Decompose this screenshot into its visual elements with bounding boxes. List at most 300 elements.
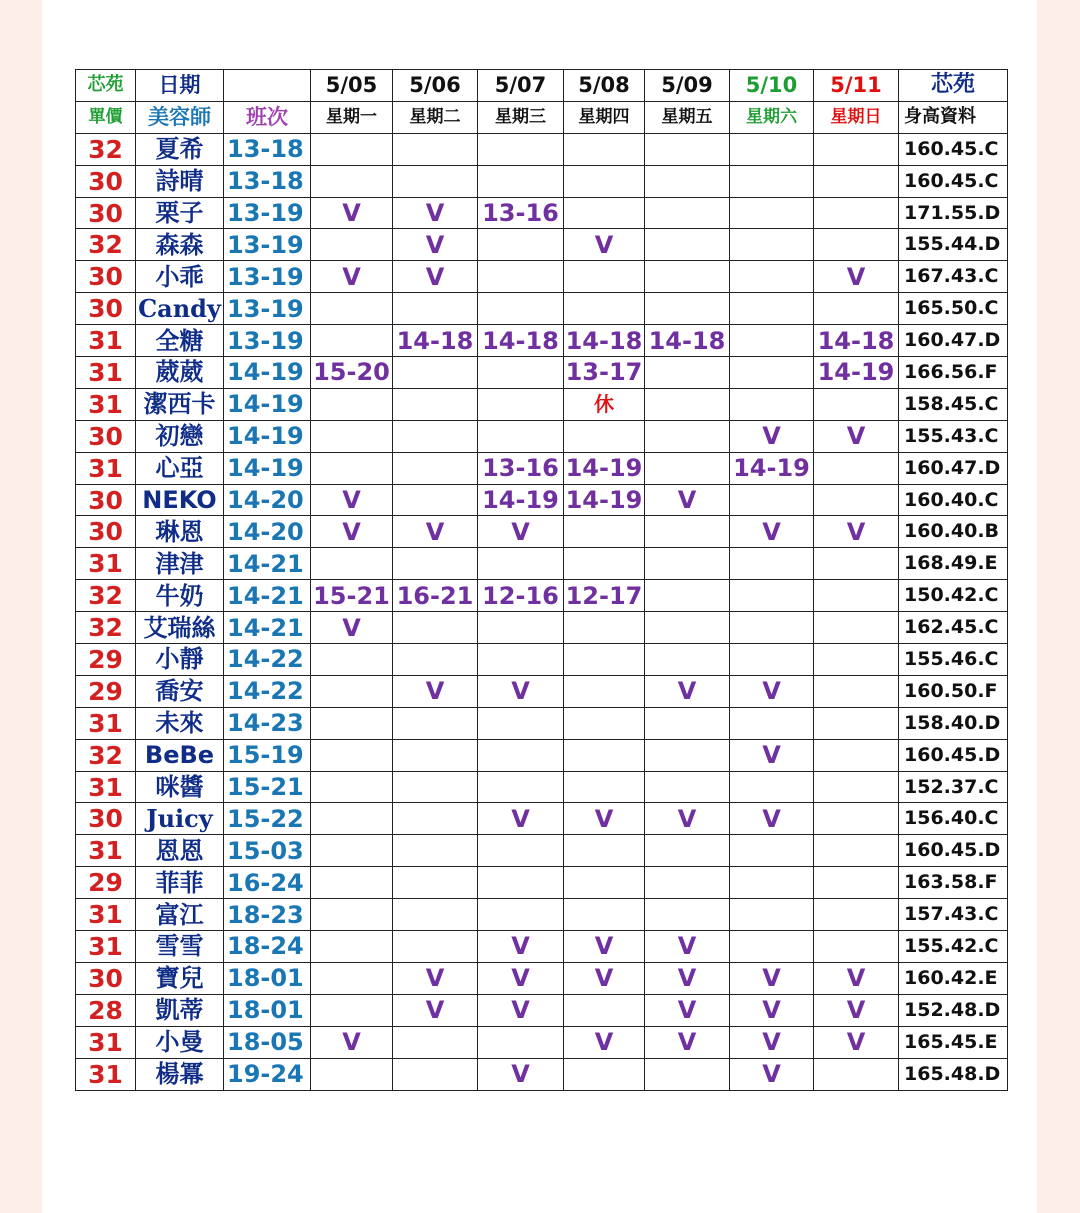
- schedule-cell: V: [311, 261, 393, 293]
- shift-cell: 14-21: [224, 612, 311, 644]
- schedule-cell: [564, 707, 645, 739]
- schedule-cell: [645, 899, 730, 931]
- schedule-cell: [730, 899, 814, 931]
- shift-cell: 15-03: [224, 835, 311, 867]
- stylist-row: [76, 484, 1008, 516]
- schedule-cell: [478, 548, 564, 580]
- schedule-cell: [311, 325, 393, 357]
- body-data-cell: 152.37.C: [899, 771, 1008, 803]
- stylist-row: [76, 325, 1008, 357]
- stylist-row: [76, 197, 1008, 229]
- stylist-row: [76, 165, 1008, 197]
- schedule-cell: V: [393, 994, 478, 1026]
- schedule-cell: [730, 548, 814, 580]
- schedule-cell: [564, 293, 645, 325]
- schedule-cell: [645, 580, 730, 612]
- store-label-right: 芯苑: [899, 70, 1008, 102]
- schedule-cell: [645, 835, 730, 867]
- stylist-row: [76, 962, 1008, 994]
- stylist-name: 潔西卡: [136, 388, 224, 420]
- schedule-cell: [814, 899, 899, 931]
- stylist-row: [76, 452, 1008, 484]
- body-data-cell: 160.45.D: [899, 739, 1008, 771]
- schedule-cell: V: [478, 516, 564, 548]
- stylist-label: 美容師: [136, 101, 224, 133]
- shift-cell: 14-20: [224, 484, 311, 516]
- schedule-cell: [478, 420, 564, 452]
- schedule-cell: [814, 931, 899, 963]
- stylist-name: 津津: [136, 548, 224, 580]
- schedule-cell: [311, 420, 393, 452]
- price-cell: 31: [76, 835, 136, 867]
- schedule-cell: [393, 1026, 478, 1058]
- stylist-row: [76, 835, 1008, 867]
- body-data-cell: 165.50.C: [899, 293, 1008, 325]
- body-data-cell: 158.45.C: [899, 388, 1008, 420]
- schedule-cell: [730, 580, 814, 612]
- weekday-header: 星期二: [393, 101, 478, 133]
- schedule-cell: [730, 931, 814, 963]
- stylist-row: [76, 899, 1008, 931]
- schedule-cell: [393, 165, 478, 197]
- schedule-cell: [393, 293, 478, 325]
- schedule-cell: 13-17: [564, 357, 645, 389]
- schedule-cell: [814, 707, 899, 739]
- schedule-cell: [393, 644, 478, 676]
- stylist-row: [76, 644, 1008, 676]
- price-cell: 29: [76, 867, 136, 899]
- stylist-name: 富江: [136, 899, 224, 931]
- schedule-cell: [814, 803, 899, 835]
- schedule-cell: [564, 867, 645, 899]
- schedule-cell: [393, 1058, 478, 1090]
- schedule-cell: [478, 867, 564, 899]
- price-cell: 31: [76, 707, 136, 739]
- schedule-cell: [478, 388, 564, 420]
- price-cell: 30: [76, 962, 136, 994]
- body-data-cell: 166.56.F: [899, 357, 1008, 389]
- stylist-name: 咪醬: [136, 771, 224, 803]
- schedule-cell: [645, 644, 730, 676]
- schedule-cell: [730, 293, 814, 325]
- schedule-cell: [814, 165, 899, 197]
- stylist-name: 寶兒: [136, 962, 224, 994]
- stylist-row: [76, 867, 1008, 899]
- schedule-cell: [311, 707, 393, 739]
- schedule-cell: [311, 1058, 393, 1090]
- stylist-name: 喬安: [136, 675, 224, 707]
- date-label: 日期: [136, 70, 224, 102]
- schedule-cell: 14-19: [564, 484, 645, 516]
- shift-cell: 18-05: [224, 1026, 311, 1058]
- price-cell: 29: [76, 675, 136, 707]
- schedule-cell: [311, 771, 393, 803]
- schedule-cell: [564, 420, 645, 452]
- shift-cell: 13-18: [224, 133, 311, 165]
- schedule-cell: [814, 580, 899, 612]
- price-cell: 32: [76, 580, 136, 612]
- price-cell: 30: [76, 197, 136, 229]
- schedule-cell: [645, 133, 730, 165]
- weekday-header: 星期五: [645, 101, 730, 133]
- stylist-row: [76, 580, 1008, 612]
- stylist-row: [76, 994, 1008, 1026]
- date-header: 5/05: [311, 70, 393, 102]
- schedule-cell: [645, 197, 730, 229]
- price-cell: 32: [76, 229, 136, 261]
- price-cell: 31: [76, 452, 136, 484]
- schedule-cell: [478, 229, 564, 261]
- schedule-cell: [311, 739, 393, 771]
- schedule-cell: [645, 548, 730, 580]
- schedule-cell: [645, 420, 730, 452]
- schedule-cell: [814, 197, 899, 229]
- body-data-cell: 160.42.E: [899, 962, 1008, 994]
- schedule-cell: [393, 357, 478, 389]
- schedule-cell: V: [814, 1026, 899, 1058]
- schedule-cell: V: [478, 962, 564, 994]
- price-cell: 31: [76, 899, 136, 931]
- schedule-cell: V: [730, 803, 814, 835]
- schedule-cell: V: [393, 516, 478, 548]
- schedule-cell: [393, 739, 478, 771]
- price-cell: 31: [76, 931, 136, 963]
- schedule-cell: V: [564, 931, 645, 963]
- schedule-cell: V: [814, 994, 899, 1026]
- shift-cell: 14-19: [224, 388, 311, 420]
- shift-cell: 14-19: [224, 452, 311, 484]
- shift-cell: 13-18: [224, 165, 311, 197]
- schedule-cell: [564, 644, 645, 676]
- date-header: 5/10: [730, 70, 814, 102]
- body-data-cell: 155.43.C: [899, 420, 1008, 452]
- schedule-cell: [645, 229, 730, 261]
- schedule-cell: 13-16: [478, 197, 564, 229]
- schedule-cell: [645, 357, 730, 389]
- schedule-cell: 14-18: [814, 325, 899, 357]
- date-header: 5/06: [393, 70, 478, 102]
- schedule-cell: [730, 835, 814, 867]
- schedule-cell: [478, 771, 564, 803]
- schedule-cell: [311, 548, 393, 580]
- shift-label: 班次: [224, 101, 311, 133]
- schedule-cell: [730, 197, 814, 229]
- stylist-name: 琳恩: [136, 516, 224, 548]
- stylist-row: [76, 388, 1008, 420]
- schedule-cell: [311, 675, 393, 707]
- stylist-name: 凱蒂: [136, 994, 224, 1026]
- shift-cell: 18-24: [224, 931, 311, 963]
- stylist-name: 艾瑞絲: [136, 612, 224, 644]
- stylist-row: [76, 675, 1008, 707]
- date-header: 5/11: [814, 70, 899, 102]
- schedule-cell: [730, 357, 814, 389]
- stylist-name: 栗子: [136, 197, 224, 229]
- schedule-cell: [645, 612, 730, 644]
- shift-cell: 14-20: [224, 516, 311, 548]
- schedule-table: [75, 69, 1008, 1091]
- schedule-cell: [311, 835, 393, 867]
- schedule-cell: [814, 293, 899, 325]
- price-label: 單價: [76, 101, 136, 133]
- schedule-cell: [814, 675, 899, 707]
- shift-cell: 14-19: [224, 357, 311, 389]
- stylist-name: 小靜: [136, 644, 224, 676]
- schedule-cell: [645, 261, 730, 293]
- schedule-cell: 12-16: [478, 580, 564, 612]
- schedule-cell: [564, 261, 645, 293]
- schedule-cell: [814, 133, 899, 165]
- weekday-header: 星期日: [814, 101, 899, 133]
- schedule-cell: 休: [564, 388, 645, 420]
- body-data-cell: 167.43.C: [899, 261, 1008, 293]
- shift-cell: 15-22: [224, 803, 311, 835]
- schedule-cell: [311, 931, 393, 963]
- schedule-cell: V: [730, 1058, 814, 1090]
- schedule-cell: [311, 899, 393, 931]
- schedule-cell: V: [478, 675, 564, 707]
- price-cell: 32: [76, 133, 136, 165]
- shift-cell: 14-21: [224, 580, 311, 612]
- schedule-cell: [564, 197, 645, 229]
- schedule-cell: [564, 133, 645, 165]
- stylist-name: 楊冪: [136, 1058, 224, 1090]
- schedule-cell: [645, 1058, 730, 1090]
- price-cell: 31: [76, 1026, 136, 1058]
- schedule-cell: V: [393, 261, 478, 293]
- price-cell: 30: [76, 516, 136, 548]
- stylist-name: 小曼: [136, 1026, 224, 1058]
- price-cell: 32: [76, 612, 136, 644]
- stylist-row: [76, 229, 1008, 261]
- schedule-cell: 14-19: [564, 452, 645, 484]
- schedule-cell: [814, 1058, 899, 1090]
- schedule-cell: V: [645, 484, 730, 516]
- schedule-cell: [393, 388, 478, 420]
- stylist-name: NEKO: [136, 484, 224, 516]
- price-cell: 30: [76, 803, 136, 835]
- schedule-cell: V: [730, 962, 814, 994]
- stylist-row: [76, 707, 1008, 739]
- store-label-left: 芯苑: [76, 70, 136, 102]
- schedule-cell: V: [478, 1058, 564, 1090]
- body-data-label: 身高資料: [899, 101, 1008, 133]
- schedule-cell: [311, 229, 393, 261]
- schedule-cell: [814, 771, 899, 803]
- body-data-cell: 160.40.B: [899, 516, 1008, 548]
- schedule-cell: [730, 165, 814, 197]
- schedule-cell: [564, 675, 645, 707]
- price-cell: 30: [76, 165, 136, 197]
- schedule-cell: V: [393, 197, 478, 229]
- body-data-cell: 160.45.C: [899, 133, 1008, 165]
- body-data-cell: 155.44.D: [899, 229, 1008, 261]
- stylist-row: [76, 931, 1008, 963]
- price-cell: 31: [76, 357, 136, 389]
- schedule-cell: [564, 739, 645, 771]
- schedule-cell: 13-16: [478, 452, 564, 484]
- schedule-cell: [814, 484, 899, 516]
- price-cell: 30: [76, 420, 136, 452]
- schedule-cell: [645, 867, 730, 899]
- schedule-cell: V: [814, 420, 899, 452]
- schedule-cell: [393, 612, 478, 644]
- body-data-cell: 155.46.C: [899, 644, 1008, 676]
- schedule-cell: [645, 707, 730, 739]
- schedule-cell: [311, 388, 393, 420]
- price-cell: 31: [76, 548, 136, 580]
- schedule-cell: [478, 1026, 564, 1058]
- schedule-cell: V: [645, 803, 730, 835]
- schedule-cell: V: [730, 739, 814, 771]
- schedule-cell: [730, 261, 814, 293]
- stylist-name: 雪雪: [136, 931, 224, 963]
- weekday-header: 星期一: [311, 101, 393, 133]
- stylist-row: [76, 1026, 1008, 1058]
- schedule-cell: [393, 548, 478, 580]
- schedule-cell: [730, 388, 814, 420]
- schedule-cell: [814, 867, 899, 899]
- stylist-name: Juicy: [136, 803, 224, 835]
- schedule-cell: [393, 771, 478, 803]
- schedule-cell: [393, 931, 478, 963]
- schedule-cell: [730, 612, 814, 644]
- header-row-weekdays: [76, 101, 1008, 133]
- date-header: 5/09: [645, 70, 730, 102]
- stylist-name: BeBe: [136, 739, 224, 771]
- stylist-name: 恩恩: [136, 835, 224, 867]
- schedule-cell: [564, 516, 645, 548]
- schedule-cell: V: [393, 229, 478, 261]
- body-data-cell: 160.47.D: [899, 325, 1008, 357]
- schedule-cell: V: [645, 675, 730, 707]
- schedule-cell: [311, 994, 393, 1026]
- stylist-row: [76, 612, 1008, 644]
- schedule-cell: [393, 835, 478, 867]
- shift-cell: 19-24: [224, 1058, 311, 1090]
- shift-cell: 14-19: [224, 420, 311, 452]
- price-cell: 32: [76, 739, 136, 771]
- shift-cell: 14-21: [224, 548, 311, 580]
- schedule-cell: [393, 484, 478, 516]
- schedule-cell: 16-21: [393, 580, 478, 612]
- schedule-cell: [393, 133, 478, 165]
- body-data-cell: 162.45.C: [899, 612, 1008, 644]
- schedule-cell: [311, 644, 393, 676]
- schedule-cell: V: [478, 931, 564, 963]
- schedule-cell: 14-18: [478, 325, 564, 357]
- schedule-cell: [478, 739, 564, 771]
- schedule-cell: [645, 165, 730, 197]
- schedule-cell: V: [564, 229, 645, 261]
- schedule-cell: [814, 739, 899, 771]
- stylist-name: 夏希: [136, 133, 224, 165]
- stylist-row: [76, 357, 1008, 389]
- schedule-cell: V: [311, 484, 393, 516]
- shift-cell: 13-19: [224, 197, 311, 229]
- schedule-cell: [814, 388, 899, 420]
- schedule-cell: [393, 707, 478, 739]
- stylist-name: 菲菲: [136, 867, 224, 899]
- schedule-cell: [478, 612, 564, 644]
- schedule-cell: [564, 165, 645, 197]
- shift-cell: 13-19: [224, 325, 311, 357]
- schedule-cell: [645, 452, 730, 484]
- blank-header-cell: [224, 70, 311, 102]
- price-cell: 31: [76, 771, 136, 803]
- schedule-cell: [814, 452, 899, 484]
- price-cell: 31: [76, 388, 136, 420]
- schedule-cell: [814, 644, 899, 676]
- schedule-cell: 12-17: [564, 580, 645, 612]
- schedule-cell: [564, 612, 645, 644]
- body-data-cell: 168.49.E: [899, 548, 1008, 580]
- schedule-cell: [478, 165, 564, 197]
- weekday-header: 星期三: [478, 101, 564, 133]
- stylist-row: [76, 420, 1008, 452]
- date-header: 5/08: [564, 70, 645, 102]
- schedule-cell: [478, 644, 564, 676]
- body-data-cell: 155.42.C: [899, 931, 1008, 963]
- shift-cell: 16-24: [224, 867, 311, 899]
- schedule-cell: [478, 293, 564, 325]
- schedule-cell: V: [730, 420, 814, 452]
- schedule-cell: V: [393, 675, 478, 707]
- schedule-cell: V: [311, 612, 393, 644]
- price-cell: 30: [76, 261, 136, 293]
- schedule-cell: [730, 325, 814, 357]
- stylist-row: [76, 803, 1008, 835]
- shift-cell: 18-01: [224, 994, 311, 1026]
- price-cell: 31: [76, 1058, 136, 1090]
- schedule-cell: V: [478, 994, 564, 1026]
- shift-cell: 13-19: [224, 229, 311, 261]
- price-cell: 30: [76, 484, 136, 516]
- shift-cell: 15-19: [224, 739, 311, 771]
- schedule-cell: [814, 229, 899, 261]
- stylist-row: [76, 1058, 1008, 1090]
- schedule-cell: [311, 133, 393, 165]
- body-data-cell: 157.43.C: [899, 899, 1008, 931]
- body-data-cell: 160.50.F: [899, 675, 1008, 707]
- schedule-cell: [478, 261, 564, 293]
- schedule-cell: V: [564, 962, 645, 994]
- schedule-cell: [311, 293, 393, 325]
- schedule-cell: [311, 452, 393, 484]
- schedule-cell: [645, 516, 730, 548]
- schedule-cell: [478, 835, 564, 867]
- schedule-cell: V: [393, 962, 478, 994]
- body-data-cell: 165.48.D: [899, 1058, 1008, 1090]
- schedule-cell: [478, 707, 564, 739]
- stylist-name: 牛奶: [136, 580, 224, 612]
- schedule-cell: [730, 771, 814, 803]
- schedule-cell: [645, 293, 730, 325]
- schedule-cell: [311, 962, 393, 994]
- schedule-cell: V: [311, 516, 393, 548]
- shift-cell: 14-23: [224, 707, 311, 739]
- schedule-cell: V: [730, 675, 814, 707]
- schedule-cell: [645, 771, 730, 803]
- schedule-cell: [730, 867, 814, 899]
- body-data-cell: 160.45.D: [899, 835, 1008, 867]
- stylist-row: [76, 516, 1008, 548]
- stylist-row: [76, 548, 1008, 580]
- page: [42, 0, 1037, 1213]
- schedule-cell: V: [311, 197, 393, 229]
- schedule-cell: [311, 867, 393, 899]
- schedule-cell: 14-18: [645, 325, 730, 357]
